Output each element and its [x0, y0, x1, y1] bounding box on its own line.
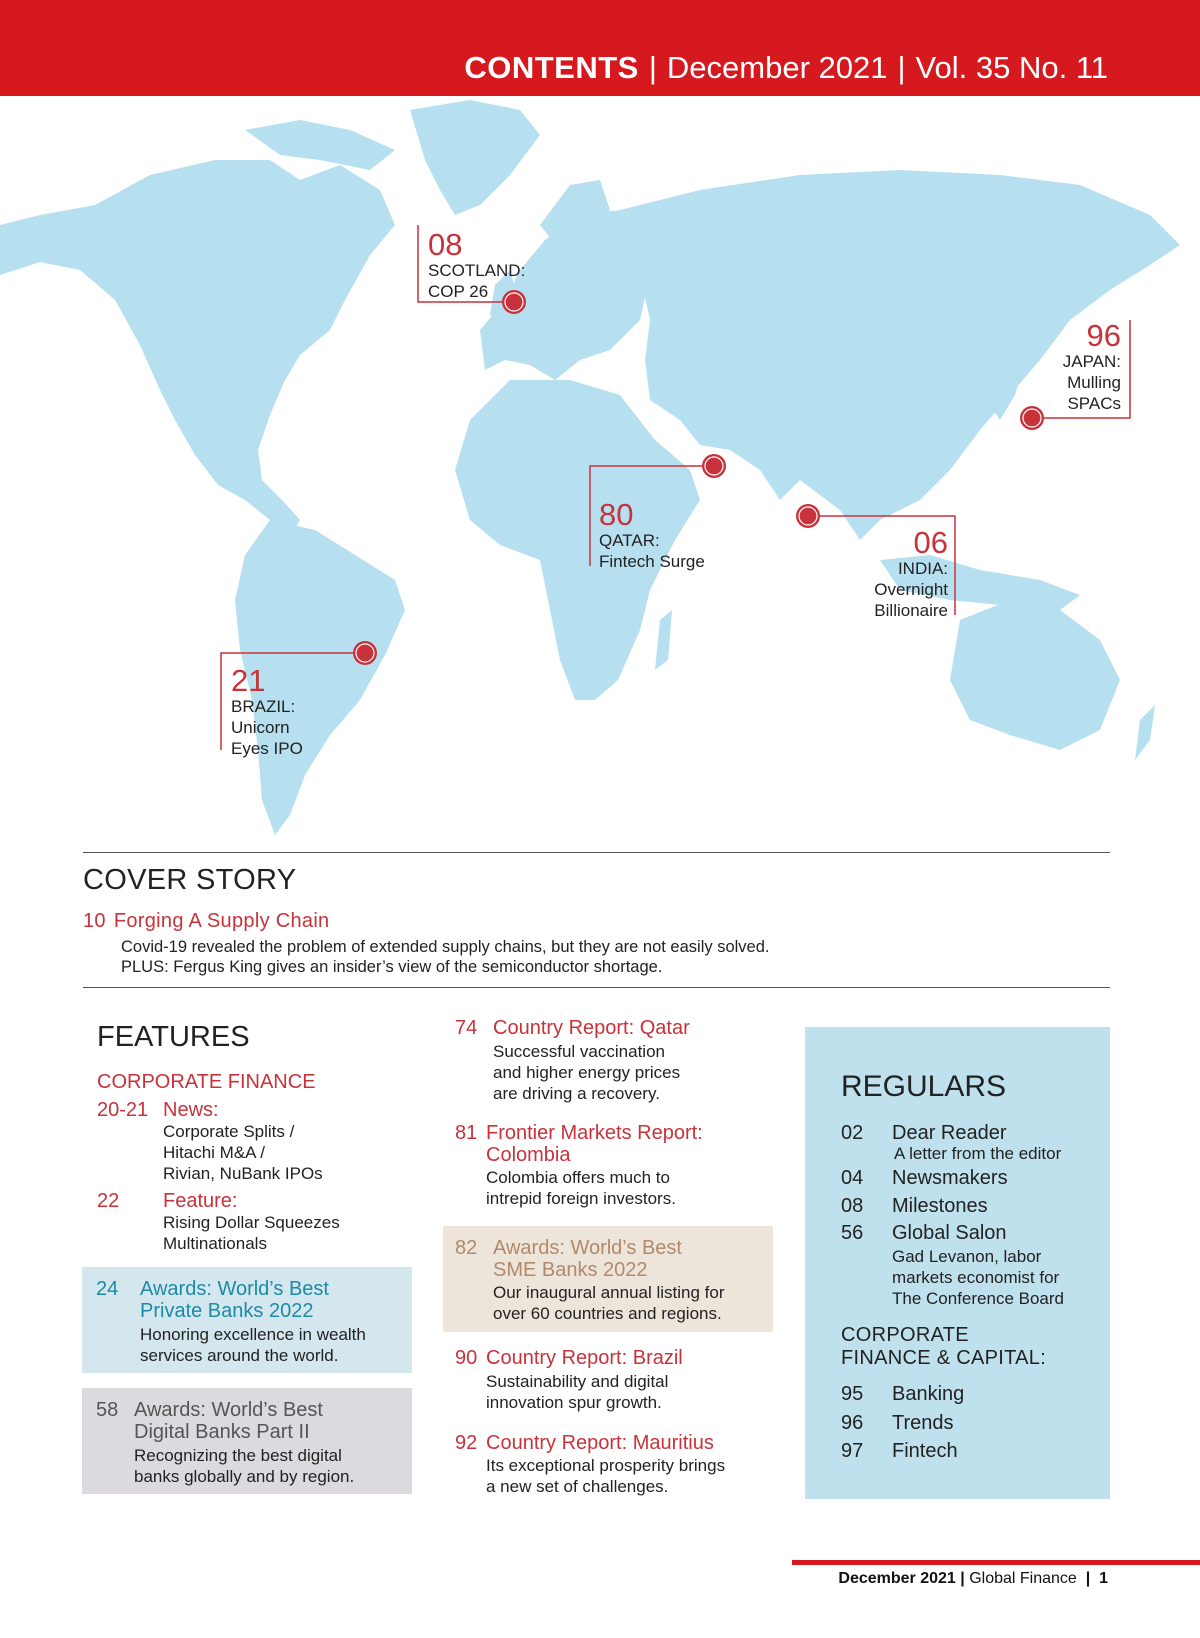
regular-label: Banking: [892, 1383, 965, 1405]
private-banks-desc-line: services around the world.: [140, 1346, 339, 1365]
greenland: [410, 100, 540, 215]
north-america: [0, 160, 395, 535]
mauritius-report-description: [486, 1455, 725, 1497]
feature-page: 22: [97, 1190, 120, 1212]
world-map: [0, 96, 1200, 841]
brazil-report-title[interactable]: Country Report: Brazil: [486, 1347, 683, 1369]
regular-label: Fintech: [892, 1440, 958, 1462]
colombia-report-page: 81: [455, 1122, 478, 1144]
private-banks-desc-line: Honoring excellence in wealth: [140, 1325, 366, 1344]
sme-title-line: Awards: World’s Best: [493, 1237, 682, 1259]
regular-item-trends[interactable]: [841, 1412, 1101, 1434]
global-salon-line: markets economist for: [892, 1268, 1060, 1287]
divider-top: [83, 852, 1110, 853]
colombia-desc-line: intrepid foreign investors.: [486, 1189, 676, 1208]
brazil-report-page: 90: [455, 1347, 478, 1369]
regular-page: 04: [841, 1167, 864, 1189]
cover-story-headline[interactable]: [83, 910, 337, 933]
volume-number: Vol. 35 No. 11: [915, 50, 1108, 85]
contents-label: CONTENTS: [464, 50, 639, 85]
australia: [950, 600, 1120, 750]
colombia-title-line: Colombia: [486, 1144, 571, 1166]
callout-japan[interactable]: [1062, 318, 1121, 414]
dear-reader-sub: A letter from the editor: [894, 1144, 1062, 1163]
capital-heading-line: CORPORATE: [841, 1324, 969, 1346]
global-salon-line: The Conference Board: [892, 1289, 1064, 1308]
callout-label: SPACs: [1067, 394, 1121, 413]
colombia-report-description: [486, 1167, 676, 1209]
sme-desc-line: over 60 countries and regions.: [493, 1304, 722, 1323]
sme-banks-page: 82: [455, 1237, 478, 1259]
callout-page: 08: [428, 227, 463, 262]
digital-banks-page: 58: [96, 1399, 119, 1421]
callout-label: Overnight: [874, 580, 948, 599]
news-line: Corporate Splits /: [163, 1122, 295, 1141]
callout-page: 21: [231, 663, 266, 698]
cover-story-heading: Forging A Supply Chain: [113, 910, 330, 932]
marker-india: [796, 504, 820, 528]
brazil-desc-line: innovation spur growth.: [486, 1393, 662, 1412]
regular-label: Milestones: [892, 1195, 988, 1217]
madagascar: [655, 610, 672, 670]
digital-banks-box[interactable]: [82, 1388, 412, 1494]
divider-bottom: [83, 987, 1110, 988]
capital-section-heading: [841, 1324, 1046, 1370]
feature-line: Rising Dollar Squeezes: [163, 1213, 340, 1232]
cover-desc-line: Covid-19 revealed the problem of extended supply chains, but they are not easily solved.: [121, 938, 770, 956]
marker-qatar: [702, 454, 726, 478]
feature-description: [163, 1212, 340, 1254]
footer: December 2021 | Global Finance | 1: [838, 1570, 1108, 1587]
issue-date: December 2021: [666, 50, 888, 85]
brazil-report-description: [486, 1371, 668, 1413]
regular-page: 02: [841, 1122, 864, 1144]
footer-date: December 2021: [838, 1570, 956, 1587]
callout-page: 06: [913, 525, 948, 560]
callout-label: BRAZIL:: [231, 697, 296, 716]
colombia-title-line: Frontier Markets Report:: [486, 1122, 703, 1144]
sme-banks-box[interactable]: [443, 1226, 773, 1332]
regular-item-milestones[interactable]: [841, 1195, 1101, 1217]
callout-page: 96: [1086, 318, 1121, 353]
qatar-desc-line: are driving a recovery.: [493, 1084, 660, 1103]
news-description: [163, 1121, 323, 1184]
regular-page: 56: [841, 1222, 864, 1244]
callout-label: Eyes IPO: [231, 739, 303, 758]
cover-story-description: [121, 937, 769, 977]
digital-banks-desc-line: Recognizing the best digital: [134, 1446, 342, 1465]
cover-story-page: 10: [83, 910, 106, 932]
private-banks-box[interactable]: [82, 1267, 412, 1373]
callout-label: SCOTLAND:: [428, 261, 526, 280]
header-bar: [0, 0, 1200, 96]
marker-brazil: [353, 641, 377, 665]
callout-label: Unicorn: [231, 718, 290, 737]
corporate-finance-heading: CORPORATE FINANCE: [97, 1071, 316, 1093]
callout-india[interactable]: [874, 525, 948, 621]
regular-label: Global Salon: [892, 1222, 1007, 1244]
cover-story-title: COVER STORY: [83, 864, 297, 896]
regular-page: 95: [841, 1383, 864, 1405]
new-zealand: [1135, 705, 1155, 760]
footer-page-number: 1: [1099, 1570, 1108, 1587]
header-title: CONTENTS | December 2021 | Vol. 35 No. 11: [464, 50, 1108, 85]
digital-banks-title-line: Digital Banks Part II: [134, 1421, 310, 1443]
qatar-report-page: 74: [455, 1017, 478, 1039]
regulars-panel: [805, 1027, 1110, 1499]
qatar-report-title[interactable]: Country Report: Qatar: [493, 1017, 690, 1039]
colombia-report-title[interactable]: [486, 1122, 703, 1166]
brazil-desc-line: Sustainability and digital: [486, 1372, 669, 1391]
regular-item-newsmakers[interactable]: [841, 1167, 1101, 1189]
feature-line: Multinationals: [163, 1234, 267, 1253]
news-label[interactable]: News:: [163, 1099, 219, 1121]
callout-label: QATAR:: [599, 531, 660, 550]
marker-japan: [1020, 406, 1044, 430]
global-salon-description: [892, 1246, 1064, 1309]
callout-qatar[interactable]: [599, 497, 705, 572]
qatar-desc-line: and higher energy prices: [493, 1063, 681, 1082]
mauritius-desc-line: Its exceptional prosperity brings: [486, 1456, 726, 1475]
regulars-title: REGULARS: [841, 1070, 1007, 1103]
regular-item-dear-reader[interactable]: [841, 1122, 1101, 1144]
sme-title-line: SME Banks 2022: [493, 1259, 648, 1281]
regular-item-global-salon[interactable]: [841, 1222, 1101, 1244]
regular-page: 96: [841, 1412, 864, 1434]
colombia-desc-line: Colombia offers much to: [486, 1168, 670, 1187]
footer-bar: [792, 1560, 1200, 1565]
sme-banks-description: [493, 1282, 725, 1324]
private-banks-title: [140, 1278, 329, 1322]
digital-banks-desc-line: banks globally and by region.: [134, 1467, 355, 1486]
callout-label: JAPAN:: [1062, 352, 1121, 371]
callout-label: Fintech Surge: [599, 552, 705, 571]
callout-label: Billionaire: [874, 601, 948, 620]
news-line: Hitachi M&A /: [163, 1143, 266, 1162]
global-salon-line: Gad Levanon, labor: [892, 1247, 1042, 1266]
feature-label[interactable]: Feature:: [163, 1190, 238, 1212]
sme-desc-line: Our inaugural annual listing for: [493, 1283, 725, 1302]
callout-brazil[interactable]: [231, 663, 303, 759]
qatar-desc-line: Successful vaccination: [493, 1042, 665, 1061]
callout-label: COP 26: [428, 282, 489, 301]
regular-label: Dear Reader: [892, 1122, 1007, 1144]
cover-desc-line: PLUS: Fergus King gives an insider’s view of the semiconductor shortage.: [121, 958, 663, 976]
capital-heading-line: FINANCE & CAPITAL:: [841, 1347, 1047, 1369]
regular-page: 97: [841, 1440, 864, 1462]
features-title: FEATURES: [97, 1021, 250, 1053]
private-banks-page: 24: [96, 1278, 119, 1300]
mauritius-report-title[interactable]: Country Report: Mauritius: [486, 1432, 714, 1454]
sme-banks-title: [493, 1237, 682, 1281]
regular-label: Trends: [892, 1412, 954, 1434]
regular-item-fintech[interactable]: [841, 1440, 1101, 1462]
private-banks-description: [140, 1324, 366, 1366]
qatar-report-description: [493, 1041, 680, 1104]
digital-banks-description: [134, 1445, 354, 1487]
news-page: 20-21: [97, 1099, 149, 1121]
regular-item-banking[interactable]: [841, 1383, 1101, 1405]
callout-scotland[interactable]: [428, 227, 526, 302]
callout-label: Mulling: [1067, 373, 1121, 392]
digital-banks-title-line: Awards: World’s Best: [134, 1399, 323, 1421]
digital-banks-title: [134, 1399, 323, 1443]
mauritius-report-page: 92: [455, 1432, 478, 1454]
news-line: Rivian, NuBank IPOs: [163, 1164, 323, 1183]
private-banks-title-line: Awards: World’s Best: [140, 1278, 329, 1300]
regular-page: 08: [841, 1195, 864, 1217]
footer-magazine: Global Finance: [969, 1570, 1077, 1587]
regular-label: Newsmakers: [892, 1167, 1008, 1189]
mauritius-desc-line: a new set of challenges.: [486, 1477, 669, 1496]
private-banks-title-line: Private Banks 2022: [140, 1300, 314, 1322]
callout-page: 80: [599, 497, 634, 532]
callout-label: INDIA:: [897, 559, 948, 578]
